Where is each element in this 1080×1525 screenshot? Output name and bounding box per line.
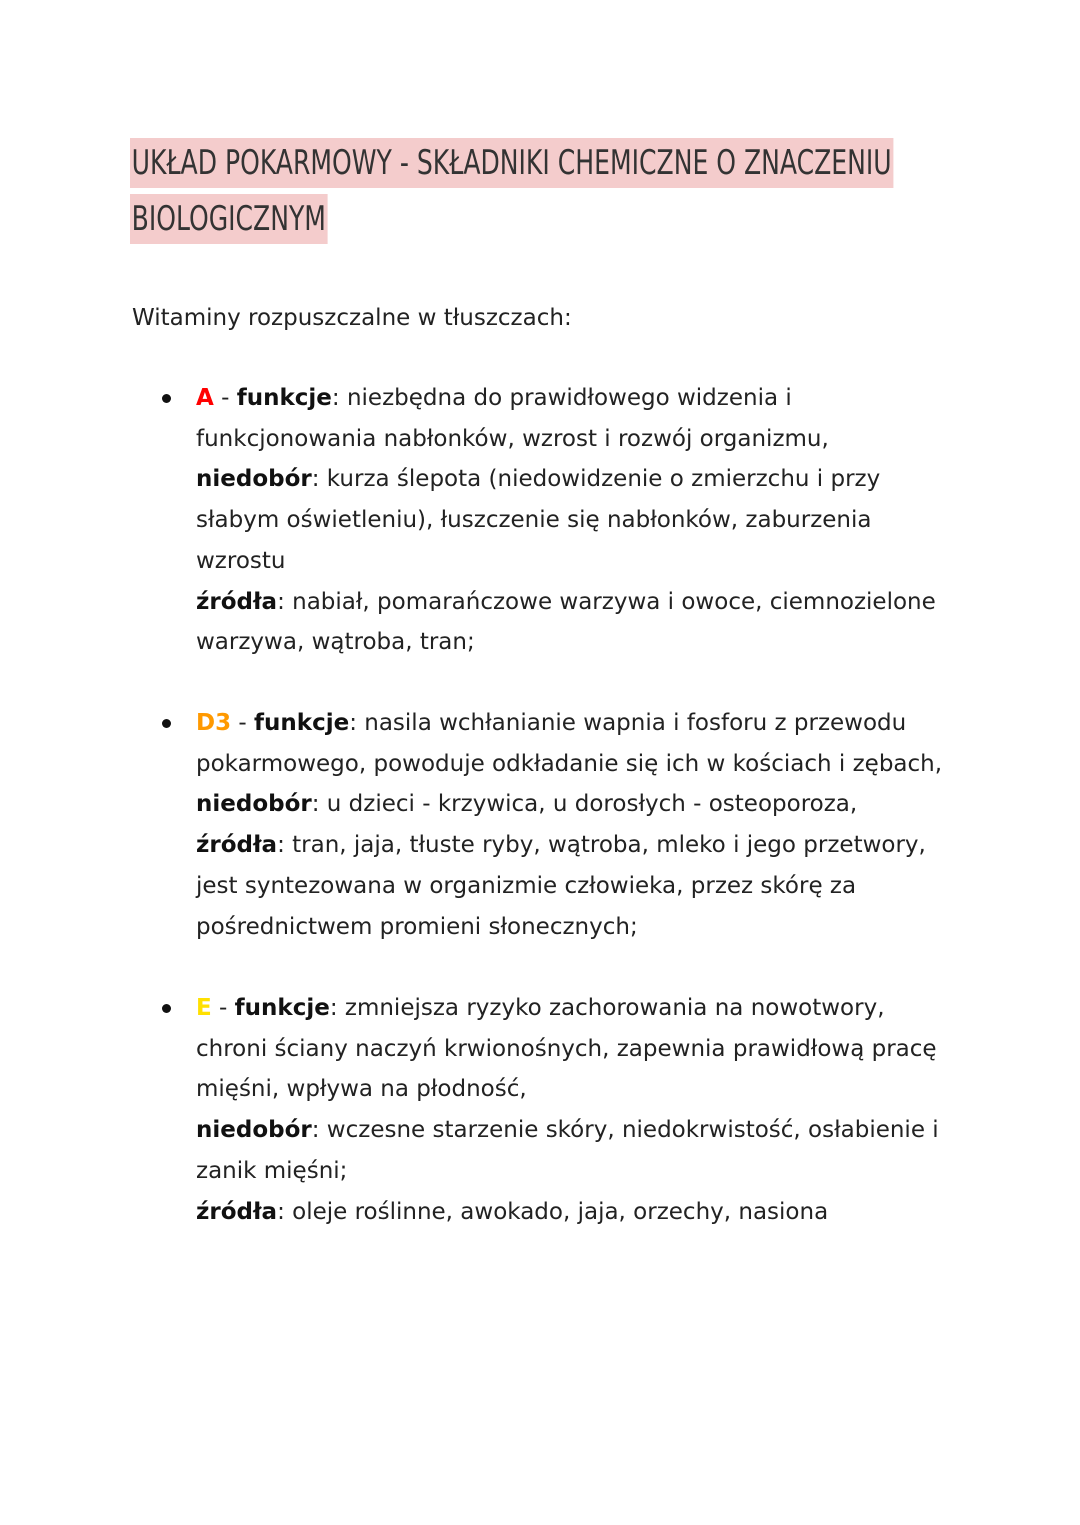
vitamin-d3-deficiency: niedobór: u dzieci - krzywica, u dorosłych - osteoporoza,	[196, 791, 858, 818]
vitamin-e-item	[196, 988, 996, 1232]
sources-text-1: nabiał, pomarańczowe warzywa i owoce, ciemnozielone	[292, 588, 936, 615]
deficiency-text-2: zanik mięśni;	[196, 1157, 348, 1184]
bullet-icon	[162, 394, 171, 403]
sources-label: źródła	[196, 588, 278, 615]
deficiency-text-1: wczesne starzenie skóry, niedokrwistość, osłabienie i	[326, 1117, 939, 1144]
vitamin-e-line-1: E - funkcje: zmniejsza ryzyko zachorowania na nowotwory,	[196, 995, 885, 1021]
sources-label: źródła	[196, 1198, 278, 1225]
vitamin-d3-item	[196, 703, 996, 947]
sources-text-2: warzywa, wątroba, tran;	[196, 629, 475, 656]
separator: -	[231, 710, 255, 736]
deficiency-text-2: słabym oświetleniu), łuszczenie się nabłonków, zaburzenia	[196, 507, 872, 534]
separator: -	[211, 995, 235, 1021]
intro-text: Witaminy rozpuszczalne w tłuszczach:	[132, 305, 572, 331]
sources-text-1: tran, jaja, tłuste ryby, wątroba, mleko i jego przetwory,	[292, 832, 926, 859]
functions-text-3: mięśni, wpływa na płodność,	[196, 1076, 527, 1103]
functions-text-1: niezbędna do prawidłowego widzenia i	[346, 385, 792, 411]
deficiency-text-1: kurza ślepota (niedowidzenie o zmierzchu i przy	[326, 466, 881, 493]
vitamin-a-deficiency: niedobór: kurza ślepota (niedowidzenie o zmierzchu i przy	[196, 466, 881, 493]
vitamin-d3-line-1: D3 - funkcje: nasila wchłanianie wapnia i fosforu z przewodu	[196, 710, 907, 736]
vitamin-e-deficiency: niedobór: wczesne starzenie skóry, niedokrwistość, osłabienie i	[196, 1117, 939, 1144]
separator: -	[213, 385, 237, 411]
vitamin-d3-name: D3	[196, 710, 232, 736]
functions-text-2: pokarmowego, powoduje odkładanie się ich w kościach i zębach,	[196, 750, 943, 777]
sources-text-2: jest syntezowana w organizmie człowieka, przez skórę za	[196, 872, 857, 899]
vitamin-e-name: E	[196, 995, 212, 1021]
page-title-line-2: BIOLOGICZNYM	[130, 194, 328, 244]
functions-text-2: funkcjonowania nabłonków, wzrost i rozwój organizmu,	[196, 425, 829, 452]
vitamin-a-line-1: A - funkcje: niezbędna do prawidłowego widzenia i	[196, 385, 792, 411]
page-title-line-1: UKŁAD POKARMOWY - SKŁADNIKI CHEMICZNE O ZNACZENIU	[130, 138, 893, 188]
page-title	[130, 138, 930, 244]
functions-text-1: zmniejsza ryzyko zachorowania na nowotwory,	[344, 995, 885, 1021]
deficiency-label: niedobór	[196, 791, 312, 818]
functions-text-1: nasila wchłanianie wapnia i fosforu z przewodu	[364, 710, 907, 736]
vitamin-a-name: A	[196, 385, 214, 411]
functions-text-2: chroni ściany naczyń krwionośnych, zapewnia prawidłową pracę	[196, 1035, 937, 1062]
vitamin-a-item	[196, 378, 996, 663]
bullet-icon	[162, 719, 171, 728]
vitamin-e-sources: źródła: oleje roślinne, awokado, jaja, orzechy, nasiona	[196, 1198, 829, 1225]
deficiency-label: niedobór	[196, 466, 312, 493]
vitamin-d3-sources: źródła: tran, jaja, tłuste ryby, wątroba, mleko i jego przetwory,	[196, 832, 926, 859]
sources-text-1: oleje roślinne, awokado, jaja, orzechy, nasiona	[292, 1198, 829, 1225]
bullet-icon	[162, 1004, 171, 1013]
functions-label: funkcje	[236, 385, 332, 411]
deficiency-text-1: u dzieci - krzywica, u dorosłych - osteoporoza,	[326, 791, 858, 818]
functions-label: funkcje	[234, 995, 330, 1021]
sources-text-3: pośrednictwem promieni słonecznych;	[196, 913, 638, 940]
sources-label: źródła	[196, 832, 278, 859]
functions-label: funkcje	[254, 710, 350, 736]
deficiency-label: niedobór	[196, 1117, 312, 1144]
vitamin-a-sources: źródła: nabiał, pomarańczowe warzywa i owoce, ciemnozielone	[196, 588, 936, 615]
deficiency-text-3: wzrostu	[196, 547, 286, 574]
